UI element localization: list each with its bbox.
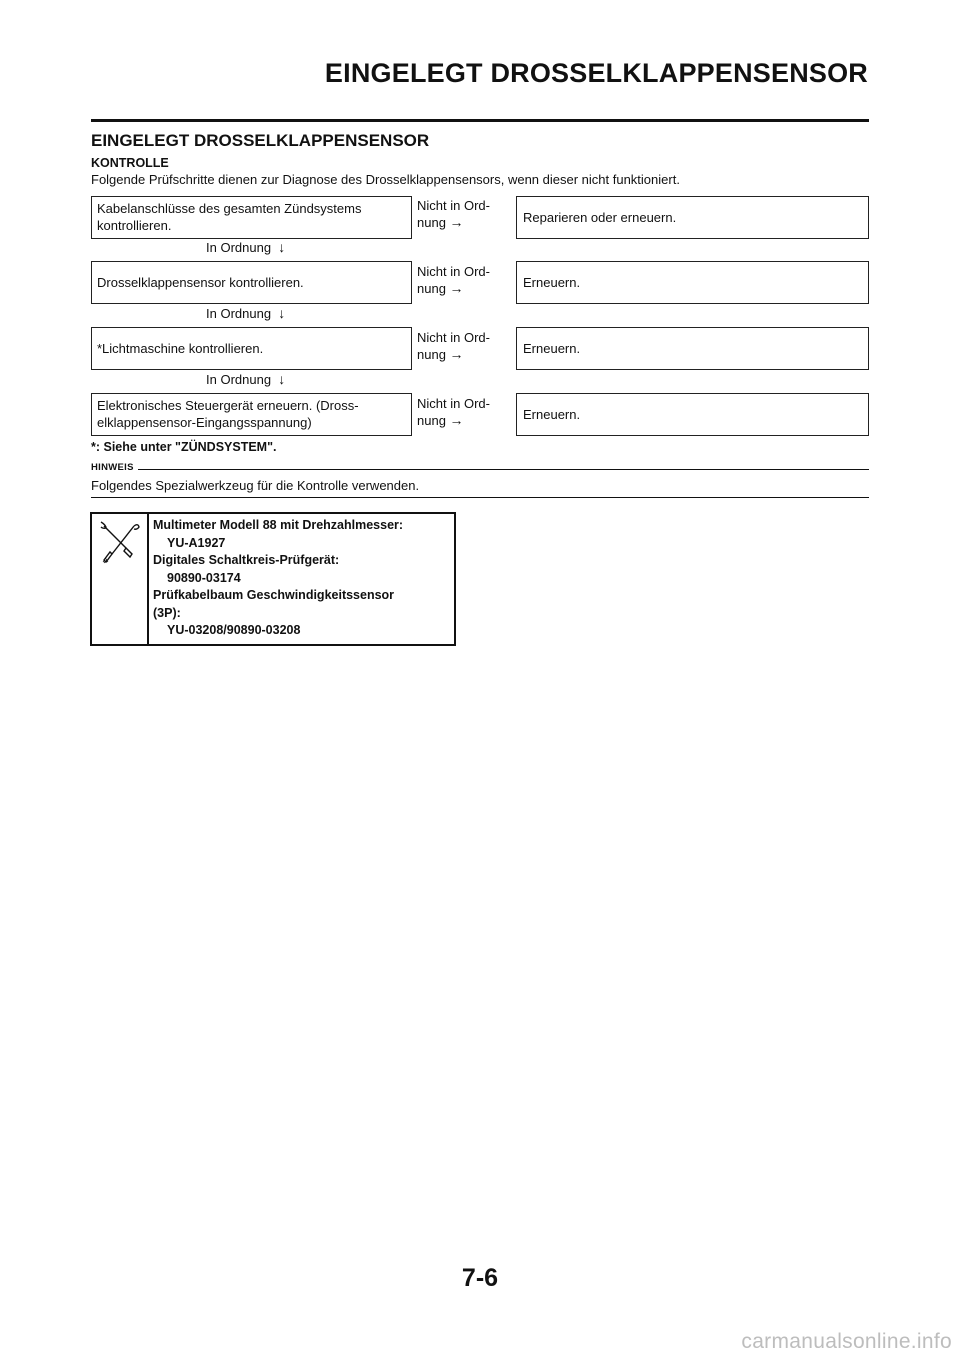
fail-line2: nung (417, 347, 446, 362)
arrow-right-icon: → (449, 280, 464, 296)
tool-item-1-code: YU-A1927 (167, 535, 226, 550)
flow-step-1 (91, 196, 412, 239)
fail-line1: Nicht in Ord- (417, 396, 490, 411)
flow-result-2: Erneuern. (516, 261, 869, 304)
flow-step-1-line2: kontrollieren. (97, 218, 172, 233)
tool-icon-cell (92, 514, 149, 644)
flow-fail-label-4 (417, 395, 490, 429)
fail-line2: nung (417, 413, 446, 428)
header-divider (91, 119, 869, 122)
flow-step-3 (91, 327, 412, 370)
fail-line2: nung (417, 281, 446, 296)
fail-line2: nung (417, 215, 446, 230)
ok-label: In Ordnung (206, 372, 272, 387)
flow-step-4 (91, 393, 412, 436)
fail-line1: Nicht in Ord- (417, 198, 490, 213)
flow-step-4-line1: Elektronisches Steuergerät erneuern. (Dross- (97, 398, 359, 413)
footnote: *: Siehe unter "ZÜNDSYSTEM". (91, 440, 277, 454)
section-title: EINGELEGT DROSSELKLAPPENSENSOR (91, 131, 430, 150)
page-number: 7-6 (461, 1264, 499, 1292)
flow-step-3-line1: *Lichtmaschine kontrollieren. (97, 341, 264, 356)
flow-step-1-line1: Kabelanschlüsse des gesamten Zündsystems (97, 201, 362, 216)
watermark: carmanualsonline.info (741, 1330, 952, 1353)
arrow-down-icon: ↓ (278, 239, 286, 255)
arrow-right-icon: → (449, 346, 464, 362)
intro-text: Folgende Prüfschritte dienen zur Diagnose des Drosselklappensensors, wenn dieser nicht funktioniert. (91, 172, 680, 187)
flow-result-1: Reparieren oder erneuern. (516, 196, 869, 239)
note-rule-top (91, 469, 869, 470)
note-label: HINWEIS (91, 462, 138, 473)
flow-step-2-line1: Drosselklappensensor kontrollieren. (97, 275, 304, 290)
flow-step-2 (91, 261, 412, 304)
ok-label: In Ordnung (206, 240, 272, 255)
note-rule-bottom (91, 497, 869, 498)
arrow-down-icon: ↓ (278, 305, 286, 321)
flow-fail-label-1 (417, 197, 490, 231)
arrow-right-icon: → (449, 412, 464, 428)
fail-line1: Nicht in Ord- (417, 264, 490, 279)
tool-item-3-name: Prüfkabelbaum Geschwindigkeitssensor (153, 588, 395, 602)
tool-item-2-code: 90890-03174 (167, 570, 241, 585)
tool-item-3-name2: (3P): (153, 605, 181, 620)
page-header-title: EINGELEGT DROSSELKLAPPENSENSOR (324, 58, 868, 88)
subheading-kontrolle: KONTROLLE (91, 156, 169, 170)
note-text: Folgendes Spezialwerkzeug für die Kontrolle verwenden. (91, 478, 420, 493)
flow-step-4-line2: elklappensensor-Eingangsspannung) (97, 415, 312, 430)
tool-list (153, 517, 450, 640)
tool-item-2-name: Digitales Schaltkreis-Prüfgerät: (153, 553, 340, 567)
flow-fail-label-2 (417, 263, 490, 297)
flow-result-4: Erneuern. (516, 393, 869, 436)
fail-line1: Nicht in Ord- (417, 330, 490, 345)
flow-result-3: Erneuern. (516, 327, 869, 370)
arrow-right-icon: → (449, 214, 464, 230)
flow-ok-label-1 (206, 239, 285, 256)
special-tools-box (90, 512, 456, 646)
tool-item-3-code: YU-03208/90890-03208 (167, 623, 301, 637)
arrow-down-icon: ↓ (278, 371, 286, 387)
ok-label: In Ordnung (206, 306, 272, 321)
wrench-screwdriver-icon (92, 514, 147, 574)
flow-ok-label-3 (206, 371, 285, 388)
flow-ok-label-2 (206, 305, 285, 322)
tool-item-1-name: Multimeter Modell 88 mit Drehzahlmesser: (153, 518, 404, 532)
flow-fail-label-3 (417, 329, 490, 363)
